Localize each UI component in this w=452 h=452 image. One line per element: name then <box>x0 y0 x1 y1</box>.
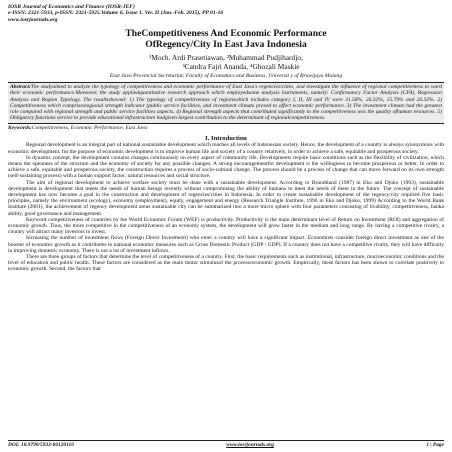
footer-website-link[interactable]: www.iosrjournals.org <box>226 442 274 448</box>
paragraph: Keyword competitiveness of countries by the World Economic Forum (WEF) is productivity. Productivity is the main determinant level of Return on Investment (ROI) and aggregation of economic growth. Thus, the more competitive in the competitiveness of an economy system, the development will grow faster in the medium and long range. By having a competitive rivalry, a country will attract many investors to invest. <box>8 216 444 236</box>
paragraph: There are three groups of factors that determine the level of competitiveness of a country. First, the basic requirements such as institutional, infrastructure, macroeconomic conditions and the level of education and public health. These factors are considered as the main motor stimulusof the process/economic growth. Empirically, these factors has been shown to correlate positively to economic growth. Second, the factors that <box>8 253 444 273</box>
section-heading: I. Introduction <box>205 135 247 143</box>
authors-line1: ¹Moch. Ardi Prasetiawan, ²Muhammad Pudjihardjo, <box>149 53 303 63</box>
body-text <box>8 142 444 272</box>
footer-doi: DOI: 10.9790/5933-06120116 <box>8 442 74 448</box>
paper-title-line2: OfRegency/City In East Java Indonesia <box>145 38 307 50</box>
paragraph: Regional development is an integral part of national sustainable development which reaches all levels of Indonesian society. Hence, the development of a country is always synonymous with economic development, for the purpose of economic development is to improve human life and society of a country relatively, in order to achieve a safe, equitable and prosperous society. <box>8 142 444 155</box>
keywords-text: Competitiveness, Economic Performance, East Java <box>31 124 148 131</box>
authors-line2: ³Candra Fajri Ananda, ⁴Ghozali Maskie <box>182 62 300 71</box>
journal-issn: e-ISSN: 2321-5933, p-ISSN: 2321-5925.Volume 6, Issue 1. Ver. II (Jan.-Feb. 2015), PP 01-16 <box>8 10 224 17</box>
journal-website: www.iosrjournals.org <box>8 16 58 23</box>
title-block <box>8 29 444 79</box>
page-footer <box>8 440 444 448</box>
journal-header <box>8 4 444 23</box>
authors <box>8 54 444 71</box>
footer-page-number: 1 | Page <box>426 442 444 448</box>
keywords-label: Keywords: <box>8 124 32 131</box>
affiliation: East Java Provincial Secretariat; Faculty of Economics and Business, Universit y of Brawijaya Malang <box>109 72 343 79</box>
abstract-text: The studyaimed to analyze the typology of competitiveness and economic performance of East Java's regencies/cities, and investigate the influence of regional competitiveness to ward their economic performance.Moreover, the study appliedquantitative research approach which employedsome analysis instruments, namely: Confirmatory Factor Analysis (CFA), Regression Analysis and Region Typology. The resultsshowed: 1) The typology of competitiveness of regionswhich includes category I, II, III and IV were 31.58%, 26.32%, 15.79% and 26.32%. 2) Competitiveness which comprisesregional strength indicator (public service facilities, and investment climate proved to affect economic performance. 3) The investment climate had the greatest role compared with regional strength and public service facilities aspects. 4) Regional strength aspects that contributed significantly to the competitiveness was the quality ofhuman resources. 5) Obligatory functions service to provide educational infrastructure hadgiven largest contribution to the determinant of regionalcompetitiveness. <box>10 84 442 122</box>
journal-name: IOSR Journal of Economics and Finance (IOSR-JEF) <box>8 4 135 10</box>
abstract-box <box>8 82 444 124</box>
keywords <box>8 125 444 131</box>
paragraph: Increasing the number of investment flows (Foreign Direct Investment) who enter a country will have a significant impact. Economists consider foreign direct investment as one of the booster of economic growth as it contributes to national economic measures such as Gross Domestic Product (GDP / GDP). If a country does not have a competitive rivalry, they will have difficulty in improving domestic economy. There is not a lot of investment inflows. <box>8 235 444 254</box>
paper-title-line1: TheCompetitiveness And Economic Performance <box>125 28 327 40</box>
abstract-label: Abstract: <box>10 84 31 91</box>
paragraph: The aim of regional development to achieve welfare society must be done with a sustainable development. According to Brundtland (1987) in Eko and Djoko (1993), sustainable development is development that meets the needs of human beings recently without compromising the ability of humans to meet the needs of them in the future. The concept of sustainable development has now become a goal in the construction and development of regencies/cities in Indonesia. In order to create sustainable development of the regency/city required five basic principles, namely the environment (ecology), economy (employment), equity, engagement and energy (Research Triangle Institute, 1996 in Eko and Djoko, 1999) According to the World Bank Institute (2001), the achievement of regency development areas sustainable city can be summarized into a more micro sphere with four parameters consisting of livability, competitiveness, banka ability, good governance and management. <box>8 179 444 217</box>
paragraph: In dynamic concept, the development contains changes continuously on every aspect of community life. Developments require basic conditions such as the flexibility of civilization, which means the openness of the structure and the economy of society for any possible changes. A strong encouragementfor development is the willingness to become prosperous or better. In order to achieve a safe, equitable and prosperous society, the construction requires a process of socio-cultural change. The process should be a process of change that can move forward on its own strength (self-sustaining process) with a human support factor, natural resources and social structure. <box>8 154 444 180</box>
